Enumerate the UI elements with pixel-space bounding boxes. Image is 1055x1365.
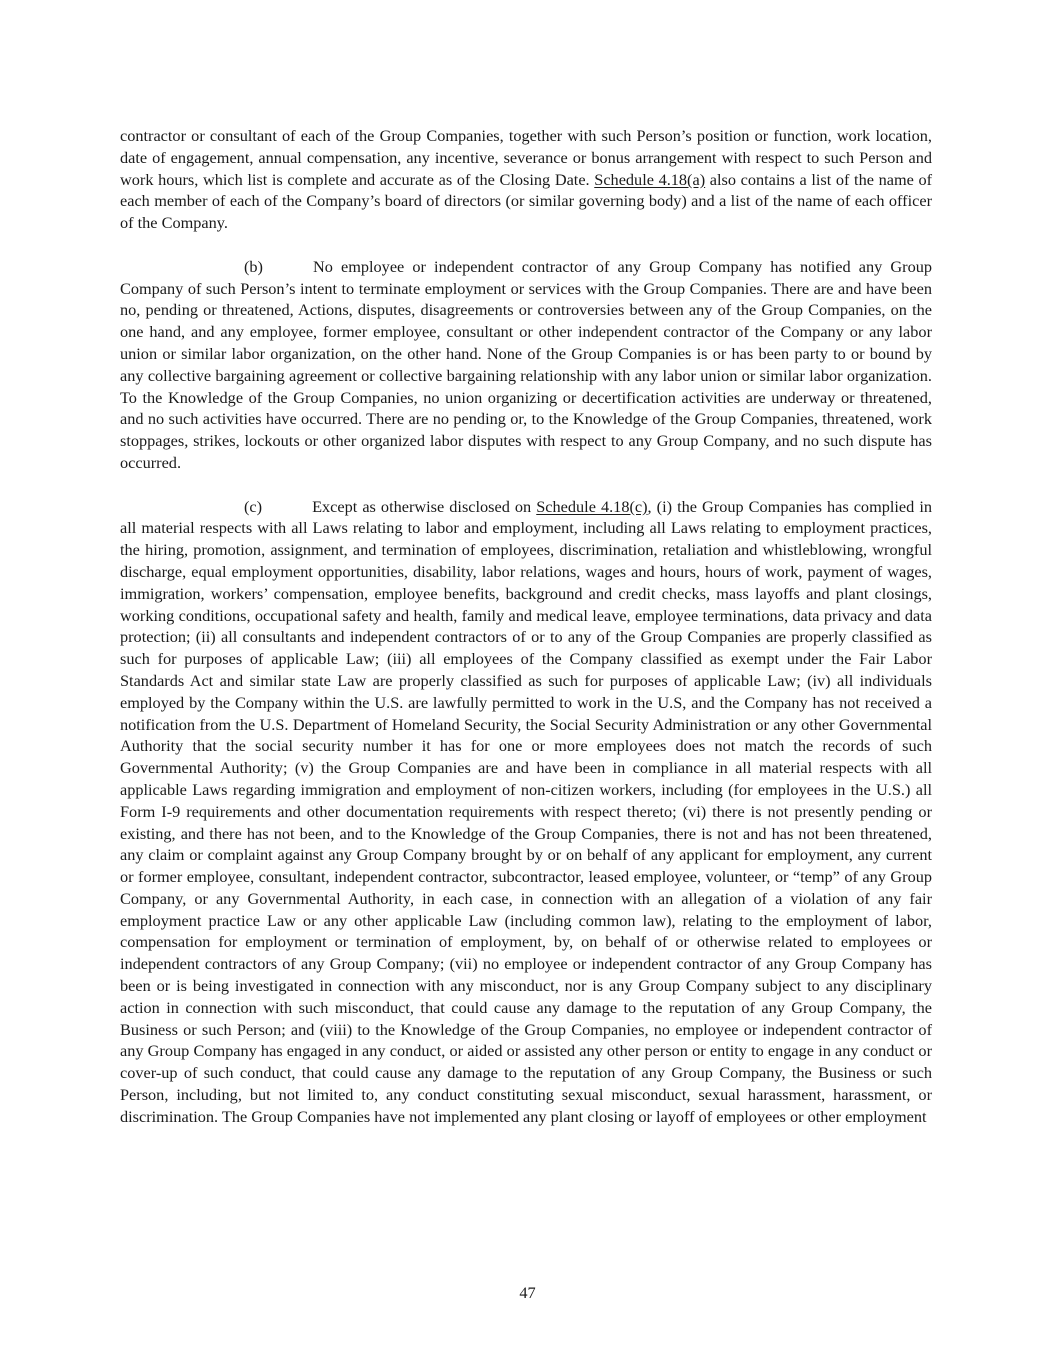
paragraph-c-text-2: , (i) the Group Companies has complied in all material respects with all Laws relating to labor and employment, including all Laws relating to employment practices, the hiring, promotion, assignment, and termination of employees, discrimination, retaliation and whistleblowing, wrongful discharge, equal employment opportunities, disability, labor relations, wages and hours, hours of work, payment of wages, immigration, workers’ compensation, employee benefits, background and credit checks, mass layoffs and plant closings, working conditions, occupational safety and health, family and medical leave, employee terminations, data privacy and data protection; (ii) all consultants and independent contractors of or to any of the Group Companies are properly classified as such for purposes of applicable Law; (iii) all employees of the Company classified as exempt under the Fair Labor Standards Act and similar state Law are properly classified as such for purposes of applicable Law; (iv) all individuals employed by the Company within the U.S. are lawfully permitted to work in the U.S, and the Company has not received a notification from the U.S. Department of Homeland Security, the Social Security Administration or any other Governmental Authority that the social security number it has for one or more employees does not match the records of such Governmental Authority; (v) the Group Companies are and have been in compliance in all material respects with all applicable Laws regarding immigration and employment of non-citizen workers, including (for employees in the U.S.) all Form I-9 requirements and other documentation requirements with respect thereto; (vi) there is not presently pending or existing, and there has not been, and to the Knowledge of the Group Companies, there is not and has not been threatened, any claim or complaint against any Group Company brought by or on behalf of any applicant for employment, any current or former employee, consultant, independent contractor, subcontractor, leased employee, volunteer, or “temp” of any Group Company, or any Governmental Authority, in each case, in connection with an allegation of a violation of any fair employment practice Law or any other applicable Law (including common law), relating to the employment of labor, compensation for employment or termination of employment, by, on behalf of or otherwise related to employees or independent contractors of any Group Company; (vii) no employee or independent contractor of any Group Company has been or is being investigated in connection with any misconduct, nor is any Group Company subject to any disciplinary action in connection with such misconduct, that could cause any damage to the reputation of any Group Company, the Business or such Person; and (viii) to the Knowledge of the Group Companies, no employee or independent contractor of any Group Company has engaged in any conduct, or aided or assisted any other person or entity to engage in any conduct or cover-up of such conduct, that could cause any damage to the reputation of any Group Company, the Business or such Person, including, but not limited to, any conduct constituting sexual misconduct, sexual harassment, harassment, or discrimination. The Group Companies have not implemented any plant closing or layoff of employees or other employment <box>120 496 933 1126</box>
paragraph-a <box>120 125 932 234</box>
paragraph-c-label: (c) <box>244 496 263 516</box>
paragraph-c <box>120 496 932 1128</box>
schedule-4-18-c-reference: Schedule 4.18(c) <box>536 496 648 516</box>
paragraph-a-text-1: contractor or consultant of each of the Group Companies, together with such Person’s position or function, work location, date of engagement, annual compensation, any incentive, severance or bonus arrangement with respect to such Person and work hours, which list is complete and accurate as of the Closing Date. <box>120 126 932 189</box>
schedule-4-18-a-reference: Schedule 4.18(a) <box>594 169 706 189</box>
paragraph-b-text: No employee or independent contractor of any Group Company has notified any Group Company of such Person’s intent to terminate employment or services with the Group Companies. There are and have been no, pending or threatened, Actions, disputes, disagreements or controversies between any of the Group Companies, on the one hand, and any employee, former employee, consultant or other independent contractor of the Company or any labor union or similar labor organization, on the other hand. None of the Group Companies is or has been party to or bound by any collective bargaining agreement or collective bargaining relationship with any labor union or similar labor organization. To the Knowledge of the Group Companies, no union organizing or decertification activities are underway or threatened, and no such activities have occurred. There are no pending or, to the Knowledge of the Group Companies, threatened, work stoppages, strikes, lockouts or other organized labor disputes with respect to any Group Company, and no such dispute has occurred. <box>120 256 932 472</box>
paragraph-b <box>120 256 932 474</box>
page-number: 47 <box>519 1283 536 1302</box>
paragraph-b-label: (b) <box>244 256 263 276</box>
paragraph-c-text-1: Except as otherwise disclosed on <box>312 496 537 516</box>
document-body <box>120 125 932 1128</box>
paragraph-a-text-2: also contains a list of the name of each member of each of the Company’s board of directors (or similar governing body) and a list of the name of each officer of the Company. <box>120 169 933 233</box>
